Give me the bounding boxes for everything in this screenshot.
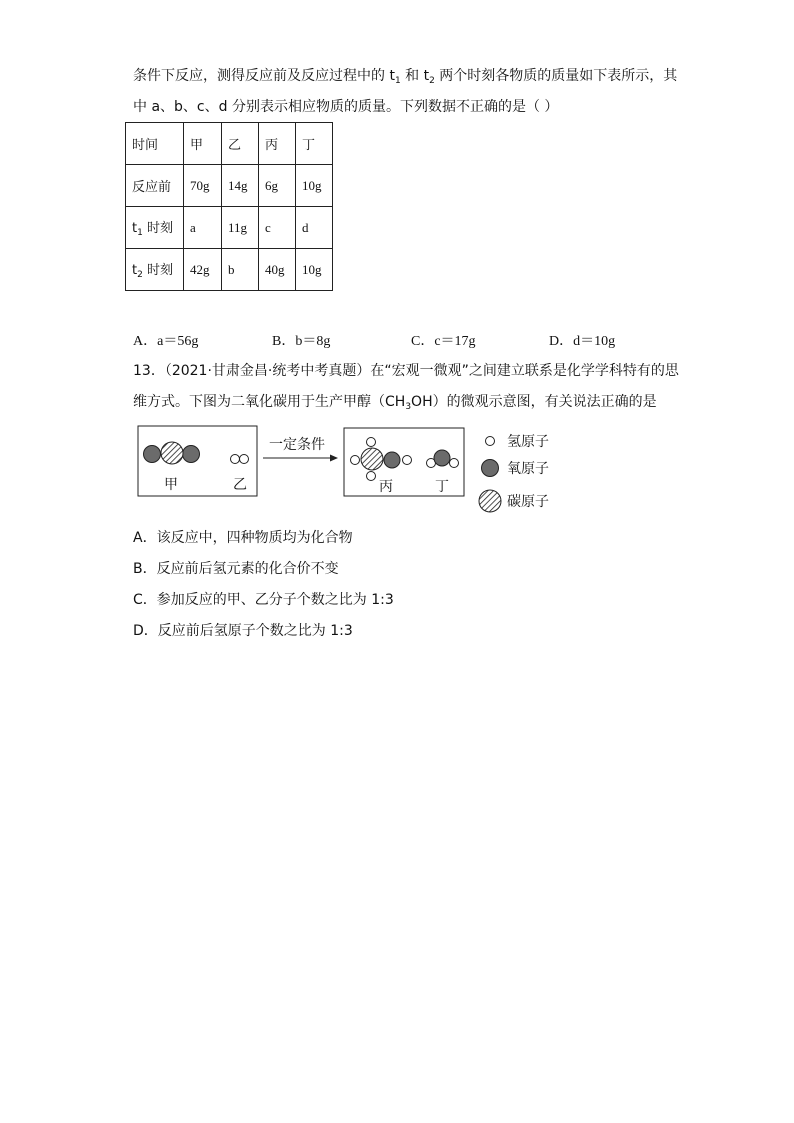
oxygen-atom	[434, 450, 450, 466]
choice-b[interactable]: B．反应前后氢元素的化合价不变	[133, 561, 339, 577]
table-cell: 丁	[296, 123, 333, 165]
hydrogen-atom	[367, 438, 376, 447]
table-cell: $t_2$ 时刻	[126, 249, 184, 291]
table-cell: $t_1$ 时刻	[126, 207, 184, 249]
table-cell: 40g	[259, 249, 296, 291]
table-cell: 甲	[184, 123, 222, 165]
choice-c[interactable]: C．参加反应的甲、乙分子个数之比为 1:3	[133, 592, 394, 608]
label-jia: 甲	[164, 477, 178, 493]
table-cell: 10g	[296, 165, 333, 207]
legend-oxygen-label: 氧原子	[507, 461, 549, 477]
hydrogen-atom	[240, 455, 249, 464]
carbon-atom	[361, 448, 383, 470]
option-d[interactable]: D．d＝10g	[549, 334, 616, 349]
hydrogen-legend-icon	[486, 437, 495, 446]
table-cell: 反应前	[126, 165, 184, 207]
oxygen-atom	[183, 446, 200, 463]
label-yi: 乙	[233, 477, 247, 493]
choice-a[interactable]: A．该反应中，四种物质均为化合物	[133, 530, 353, 546]
reaction-diagram	[130, 418, 570, 518]
question-13-line2: 维方式。下图为二氧化碳用于生产甲醇$(CH_3OH)$的微观示意图，有关说法正确的是	[133, 394, 657, 412]
carbon-atom	[161, 442, 183, 464]
table-cell: 丙	[259, 123, 296, 165]
legend-hydrogen-label: 氢原子	[507, 434, 549, 450]
option-c[interactable]: C．c＝17g	[411, 334, 476, 349]
table-cell: 70g	[184, 165, 222, 207]
table-cell: b	[222, 249, 259, 291]
label-ding: 丁	[435, 479, 449, 495]
table-cell: 11g	[222, 207, 259, 249]
table-cell: c	[259, 207, 296, 249]
table-cell: 乙	[222, 123, 259, 165]
table-row	[126, 249, 333, 291]
hydrogen-atom	[367, 472, 376, 481]
legend-carbon-label: 碳原子	[507, 494, 549, 510]
hydrogen-atom	[403, 456, 412, 465]
arrow-head-icon	[330, 455, 338, 462]
option-b[interactable]: B．b＝8g	[272, 334, 331, 349]
question-13-line1: 13．（2021·甘肃金昌·统考中考真题）在“宏观一微观”之间建立联系是化学学科特有的思	[133, 363, 679, 379]
table-cell: 10g	[296, 249, 333, 291]
oxygen-atom	[144, 446, 161, 463]
hydrogen-atom	[231, 455, 240, 464]
question-intro-line2: 中 a、b、c、d 分别表示相应物质的质量。下列数据不正确的是（ ）	[133, 99, 559, 115]
oxygen-atom	[384, 452, 400, 468]
table-cell: 6g	[259, 165, 296, 207]
table-cell: d	[296, 207, 333, 249]
table-row	[126, 207, 333, 249]
oxygen-legend-icon	[482, 460, 499, 477]
hydrogen-atom	[450, 459, 459, 468]
table-cell: 时间	[126, 123, 184, 165]
table-header-row	[126, 123, 333, 165]
choice-d[interactable]: D．反应前后氢原子个数之比为 1:3	[133, 623, 353, 639]
hydrogen-atom	[351, 456, 360, 465]
condition-label: 一定条件	[269, 437, 325, 453]
label-bing: 丙	[379, 479, 393, 495]
table-cell: a	[184, 207, 222, 249]
option-a[interactable]: A．a＝56g	[133, 334, 199, 349]
table-row	[126, 165, 333, 207]
carbon-legend-icon	[479, 490, 501, 512]
mass-table	[125, 122, 333, 291]
table-cell: 14g	[222, 165, 259, 207]
question-intro-line1: 条件下反应，测得反应前及反应过程中的 $t_1$ 和 $t_2$ 两个时刻各物质的质量如下表所示，其	[133, 68, 678, 86]
table-cell: 42g	[184, 249, 222, 291]
